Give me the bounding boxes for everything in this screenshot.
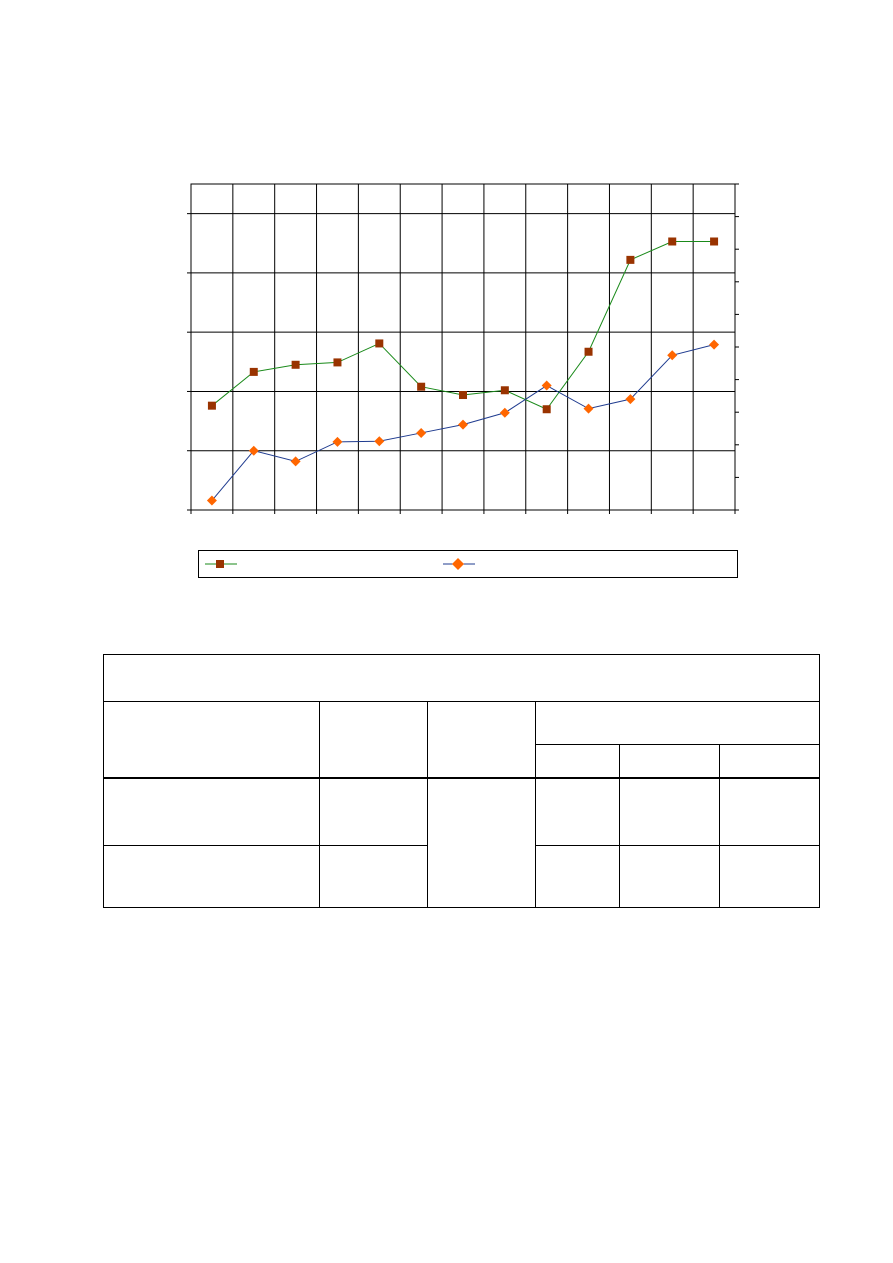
table-cell [104, 778, 320, 846]
line-chart [0, 0, 893, 620]
series-1-point [501, 386, 509, 394]
data-table [103, 654, 820, 908]
series-2-point [709, 340, 719, 350]
table-header-row [104, 702, 820, 745]
table-cell [720, 778, 820, 846]
table-header-cell [536, 702, 820, 745]
series-1-point [459, 391, 467, 399]
table-cell [536, 778, 620, 846]
table-header-cell [428, 702, 536, 778]
table-cell [320, 778, 428, 846]
series-1-point [417, 383, 425, 391]
series-1-point [626, 256, 634, 264]
table-subheader-cell [620, 745, 720, 778]
series-2-point [416, 428, 426, 438]
series-2-point [500, 408, 510, 418]
series-1-point [375, 339, 383, 347]
chart-legend [198, 550, 738, 578]
table-cell [536, 846, 620, 908]
series-1-point [710, 237, 718, 245]
legend-square-marker-icon [203, 555, 239, 573]
table-header-cell [104, 702, 320, 778]
series-2-point [291, 456, 301, 466]
chart-grid [191, 184, 735, 510]
series-1-point [292, 361, 300, 369]
plot-area-border [191, 184, 735, 510]
table-cell [104, 846, 320, 908]
table-cell [620, 846, 720, 908]
table-cell [320, 846, 428, 908]
series-1-point [208, 402, 216, 410]
series-1-point [585, 348, 593, 356]
chart-series [207, 237, 719, 505]
series-2-point [542, 381, 552, 391]
table-subheader-cell [720, 745, 820, 778]
series-1-point [543, 405, 551, 413]
series-1-point [333, 358, 341, 366]
table-header-cell [320, 702, 428, 778]
series-2-point [458, 420, 468, 430]
series-1-point [250, 368, 258, 376]
series-2-point [584, 404, 594, 414]
series-1-line [212, 241, 714, 409]
table-row [104, 778, 820, 846]
table-cell [428, 778, 536, 908]
table-cell [620, 778, 720, 846]
table-subheader-cell [536, 745, 620, 778]
legend-diamond-marker-icon [441, 555, 477, 573]
table-title-row [104, 655, 820, 702]
series-2-point [374, 436, 384, 446]
legend-entry-series-2 [441, 555, 477, 573]
table-cell [720, 846, 820, 908]
axis-ticks [187, 184, 739, 514]
legend-entry-series-1 [203, 555, 239, 573]
table-title [104, 655, 820, 702]
series-1-point [668, 237, 676, 245]
series-2-point [332, 437, 342, 447]
